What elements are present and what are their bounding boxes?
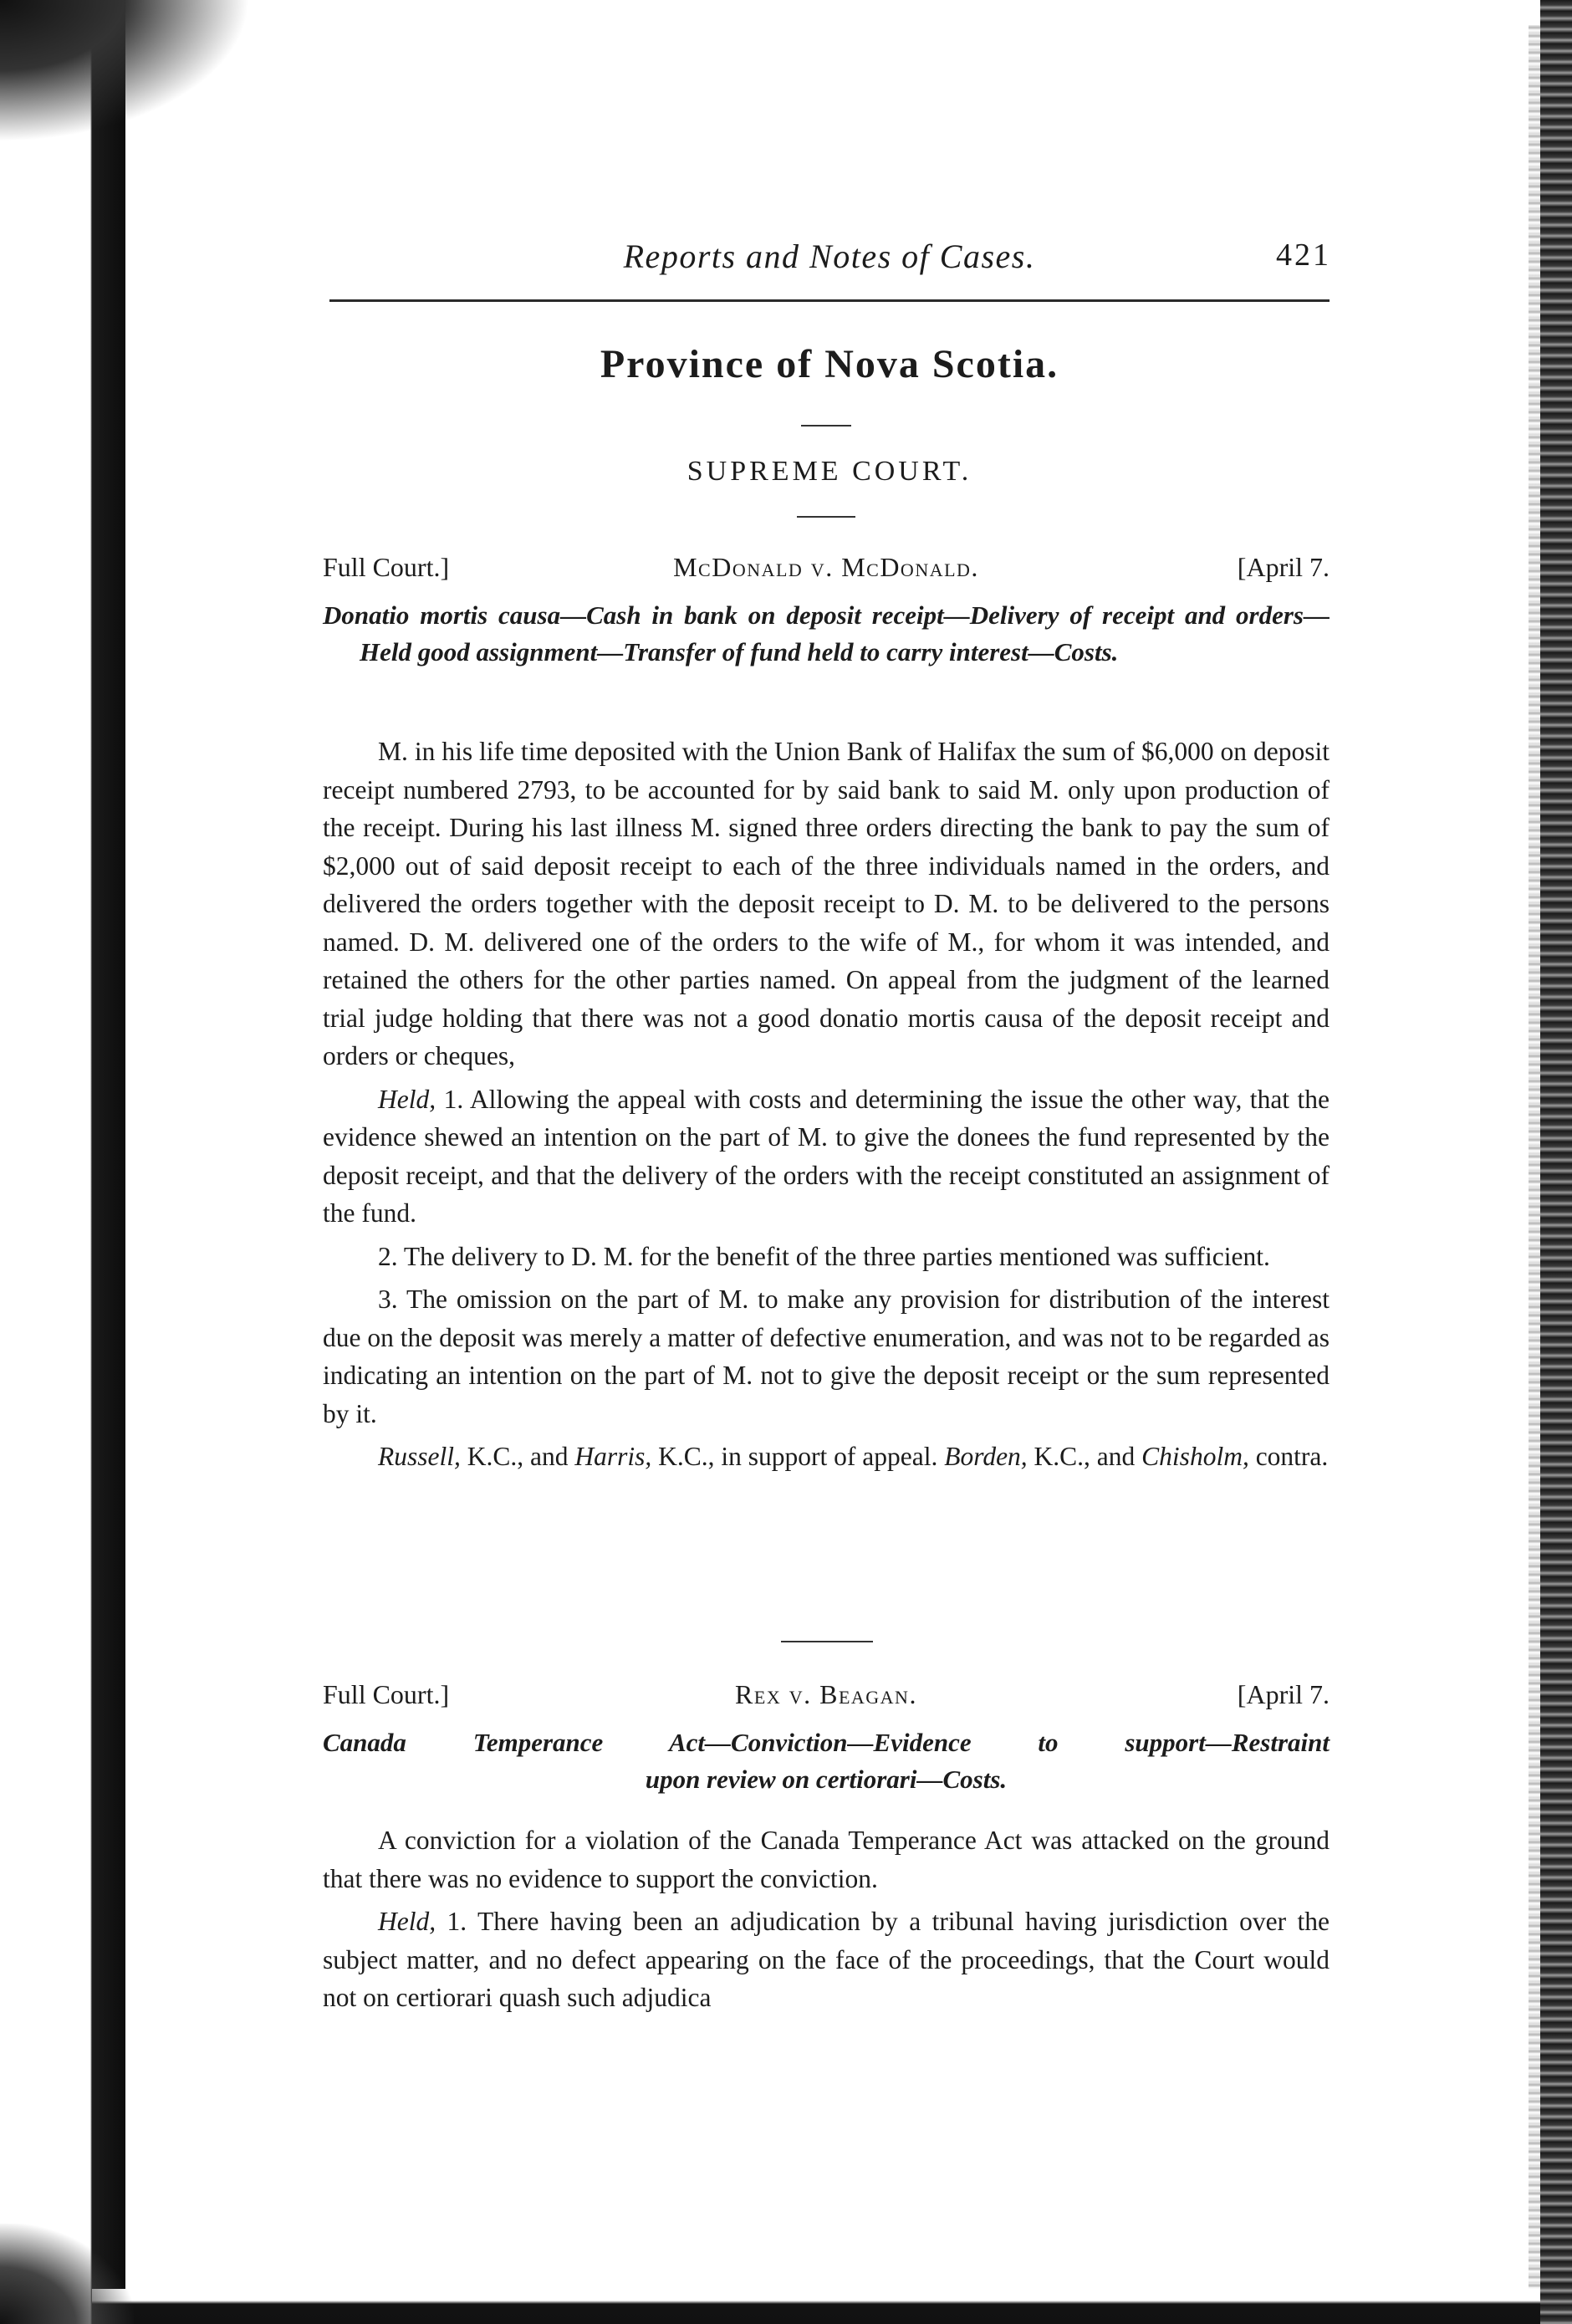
province-heading: Province of Nova Scotia. — [600, 342, 1059, 386]
case-paragraph — [323, 1903, 1330, 2017]
counsel-name: Russell, — [378, 1442, 461, 1471]
counsel-name: Chisholm, — [1141, 1442, 1249, 1471]
held-lead: Held, — [378, 1084, 436, 1114]
case-syllabus: Donatio mortis causa—Cash in bank on deposit receipt—Delivery of receipt and orders—Held good assignment—Transfer of fund held to carry interest—Costs. — [323, 600, 1330, 667]
case-body — [323, 1821, 1330, 2022]
case-paragraph — [323, 1238, 1330, 1276]
case-court-label: Full Court.] — [323, 1679, 450, 1709]
case-court-label: Full Court.] — [323, 552, 450, 582]
case-paragraph — [323, 733, 1330, 1075]
paragraph-text: 3. The omission on the part of M. to make any provision for distribution of the interest due on the deposit was merely a matter of defective enumeration, and was not to be regarded as indicating an intention on the part of M. not to give the deposit receipt or the sum represented by it. — [323, 1285, 1330, 1428]
counsel-text: contra. — [1248, 1442, 1329, 1471]
syllabus-line: upon review on certiorari—Costs. — [645, 1765, 1008, 1794]
header-rule — [329, 299, 1330, 302]
counsel-text: K.C., and — [460, 1442, 575, 1471]
case-parties: McDonald v. McDonald. — [673, 552, 979, 582]
running-head — [328, 237, 1331, 287]
case-paragraph — [323, 1280, 1330, 1433]
counsel-name: Harris, — [574, 1442, 652, 1471]
counsel-name: Borden, — [944, 1442, 1028, 1471]
running-head-title: Reports and Notes of Cases. — [623, 238, 1036, 275]
case-parties: Rex v. Beagan. — [735, 1679, 917, 1709]
case-header — [323, 552, 1330, 589]
case-header — [323, 1679, 1330, 1716]
divider-rule — [781, 1641, 873, 1642]
case-paragraph — [323, 1080, 1330, 1233]
counsel-line — [323, 1438, 1330, 1476]
counsel-text: K.C., in support of appeal. — [651, 1442, 945, 1471]
syllabus-line: Canada Temperance Act—Conviction—Evidence to support—Restraint — [323, 1728, 1330, 1757]
case-syllabus — [323, 1724, 1330, 1798]
page-number: 421 — [1276, 238, 1331, 273]
paragraph-text: 1. There having been an adjudication by a tribunal having jurisdiction over the subject matter, and no defect appearing on the face of the proceedings, that the Court would not on certiorari quash such adjudica — [323, 1907, 1330, 2012]
case-body — [323, 733, 1330, 1481]
paragraph-text: M. in his life time deposited with the Union Bank of Halifax the sum of $6,000 on deposit receipt numbered 2793, to be accounted for by said bank to said M. only upon production of the receipt. During his last illness M. signed three orders directing the bank to pay the sum of $2,000 out of said deposit receipt to each of the three individuals named in the orders, and delivered the orders together with the deposit receipt to D. M. to be delivered to the persons named. D. M. delivered one of the orders to the wife of M., for whom it was intended, and retained the others for the other parties named. On appeal from the judgment of the learned trial judge holding that there was not a good donatio mortis causa of the deposit receipt and orders or cheques, — [323, 737, 1330, 1070]
held-lead: Held, — [378, 1907, 436, 1936]
divider-rule — [801, 425, 851, 426]
counsel-text: K.C., and — [1027, 1442, 1142, 1471]
court-heading: SUPREME COURT. — [686, 456, 972, 487]
case-paragraph — [323, 1821, 1330, 1898]
case-date: [April 7. — [1237, 1679, 1330, 1709]
case-date: [April 7. — [1237, 552, 1330, 582]
paragraph-text: A conviction for a violation of the Canada Temperance Act was attacked on the ground that there was no evidence to support the conviction. — [323, 1826, 1330, 1893]
paragraph-text: 1. Allowing the appeal with costs and determining the issue the other way, that the evidence shewed an intention on the part of M. to give the donees the fund represented by the deposit receipt, and that the delivery of the orders with the receipt constituted an assignment of the fund. — [323, 1084, 1330, 1228]
paragraph-text: 2. The delivery to D. M. for the benefit of the three parties mentioned was sufficient. — [378, 1241, 1270, 1271]
divider-rule — [797, 516, 855, 518]
